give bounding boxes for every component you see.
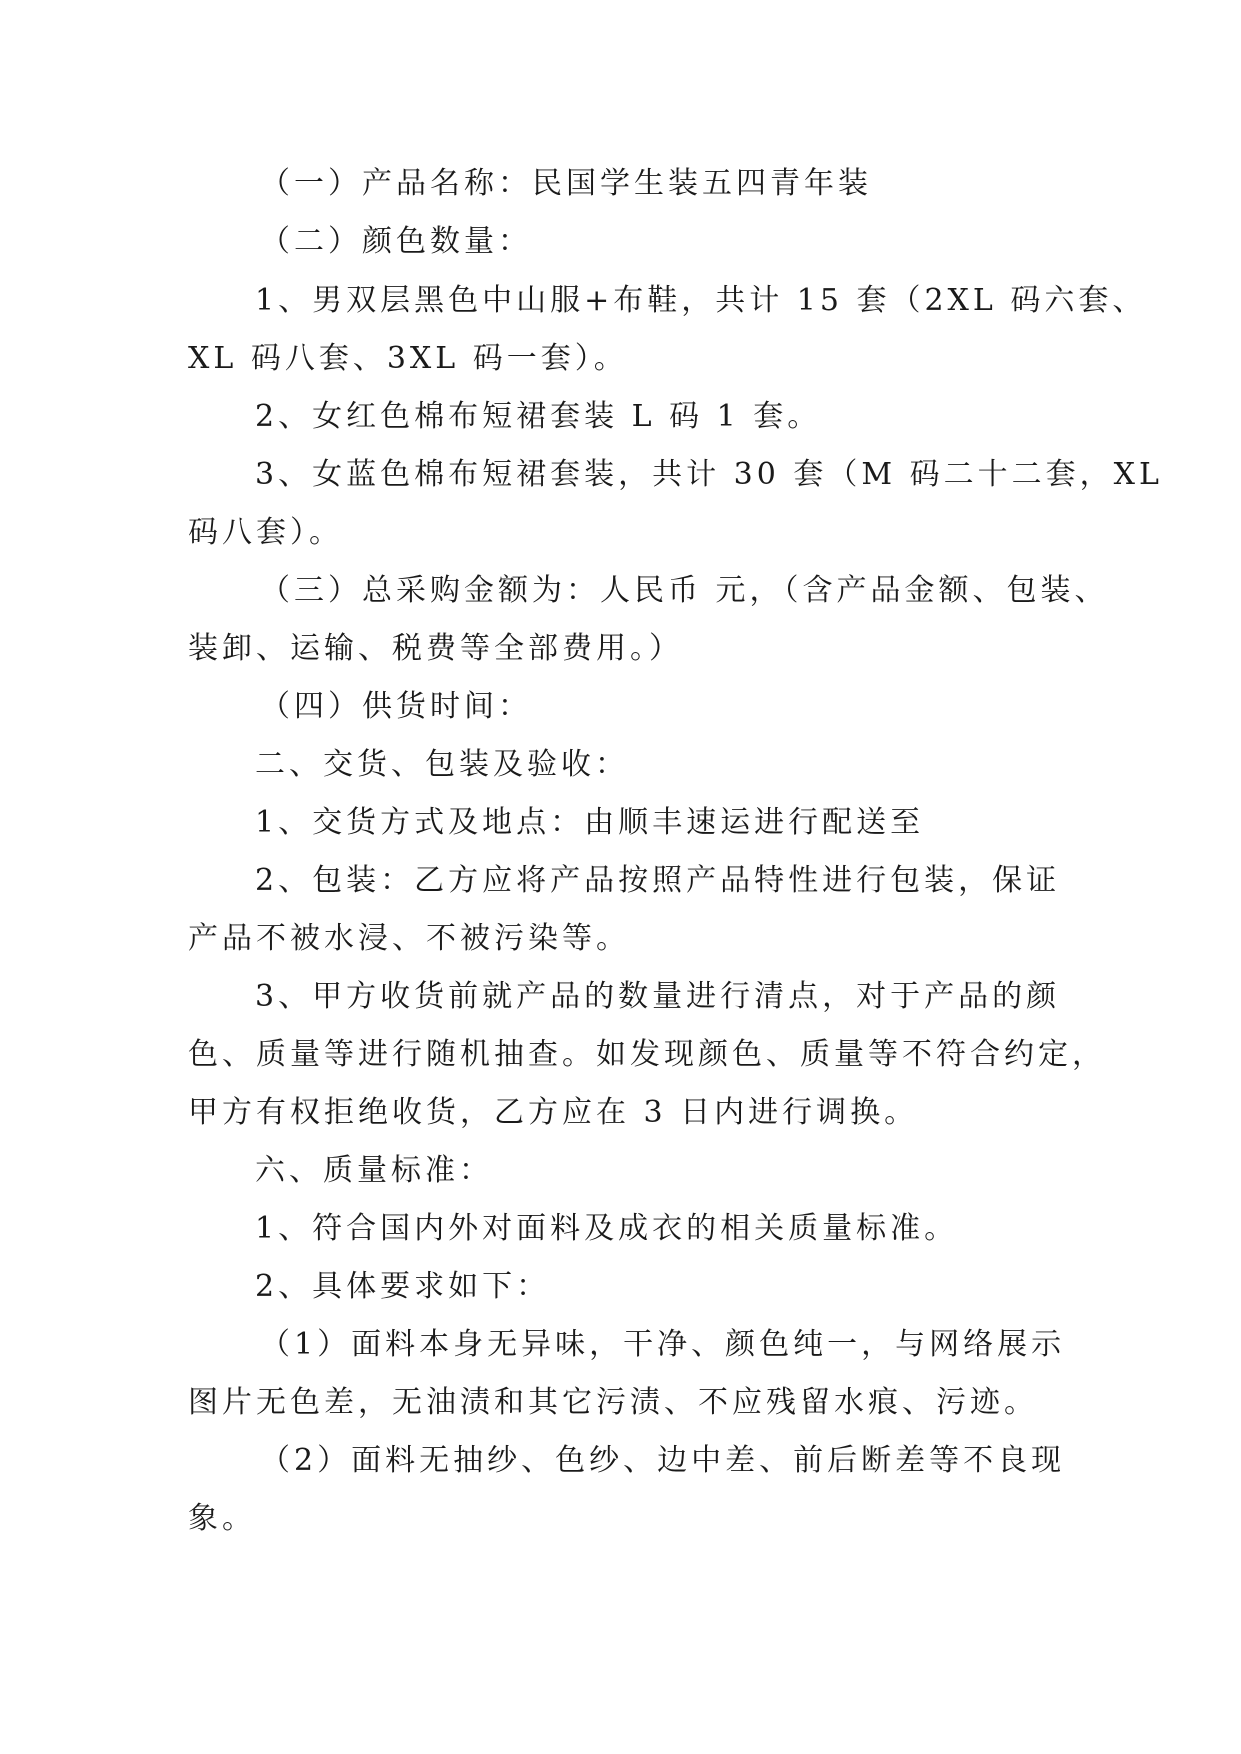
- paragraph-packaging-line-2: 产品不被水浸、不被污染等。: [188, 921, 630, 956]
- paragraph-item-3-line-1: 3、女蓝色棉布短裙套装，共计 30 套（M 码二十二套，XL: [255, 457, 1163, 492]
- paragraph-quality-standard: 1、符合国内外对面料及成衣的相关质量标准。: [255, 1211, 959, 1246]
- heading-product-name: （一）产品名称：民国学生装五四青年装: [260, 166, 872, 201]
- heading-delivery-time: （四）供货时间：: [260, 689, 532, 724]
- paragraph-requirement-2-line-2: 象。: [188, 1501, 256, 1536]
- section-heading-quality: 六、质量标准：: [255, 1153, 493, 1188]
- paragraph-requirement-2-line-1: （2）面料无抽纱、色纱、边中差、前后断差等不良现: [260, 1443, 1066, 1478]
- paragraph-total-amount-line-2: 装卸、运输、税费等全部费用。）: [188, 631, 683, 666]
- paragraph-packaging-line-1: 2、包装：乙方应将产品按照产品特性进行包装，保证: [255, 863, 1061, 898]
- heading-color-quantity: （二）颜色数量：: [260, 224, 532, 259]
- paragraph-item-1-line-2: XL 码八套、3XL 码一套）。: [188, 341, 628, 376]
- paragraph-item-3-line-2: 码八套）。: [188, 515, 343, 550]
- paragraph-inspection-line-3: 甲方有权拒绝收货，乙方应在 3 日内进行调换。: [188, 1095, 919, 1130]
- paragraph-requirement-1-line-1: （1）面料本身无异味，干净、颜色纯一，与网络展示: [260, 1327, 1066, 1362]
- paragraph-inspection-line-1: 3、甲方收货前就产品的数量进行清点，对于产品的颜: [255, 979, 1061, 1014]
- paragraph-delivery-method: 1、交货方式及地点：由顺丰速运进行配送至: [255, 805, 925, 840]
- paragraph-total-amount-line-1: （三）总采购金额为：人民币 元，（含产品金额、包装、: [260, 573, 1109, 608]
- paragraph-item-1-line-1: 1、男双层黑色中山服+布鞋，共计 15 套（2XL 码六套、: [255, 283, 1147, 318]
- paragraph-inspection-line-2: 色、质量等进行随机抽查。如发现颜色、质量等不符合约定，: [188, 1037, 1106, 1072]
- paragraph-item-2: 2、女红色棉布短裙套装 L 码 1 套。: [255, 399, 822, 434]
- paragraph-requirement-1-line-2: 图片无色差，无油渍和其它污渍、不应残留水痕、污迹。: [188, 1385, 1038, 1420]
- section-heading-delivery: 二、交货、包装及验收：: [255, 747, 629, 782]
- paragraph-specific-requirements: 2、具体要求如下：: [255, 1269, 551, 1304]
